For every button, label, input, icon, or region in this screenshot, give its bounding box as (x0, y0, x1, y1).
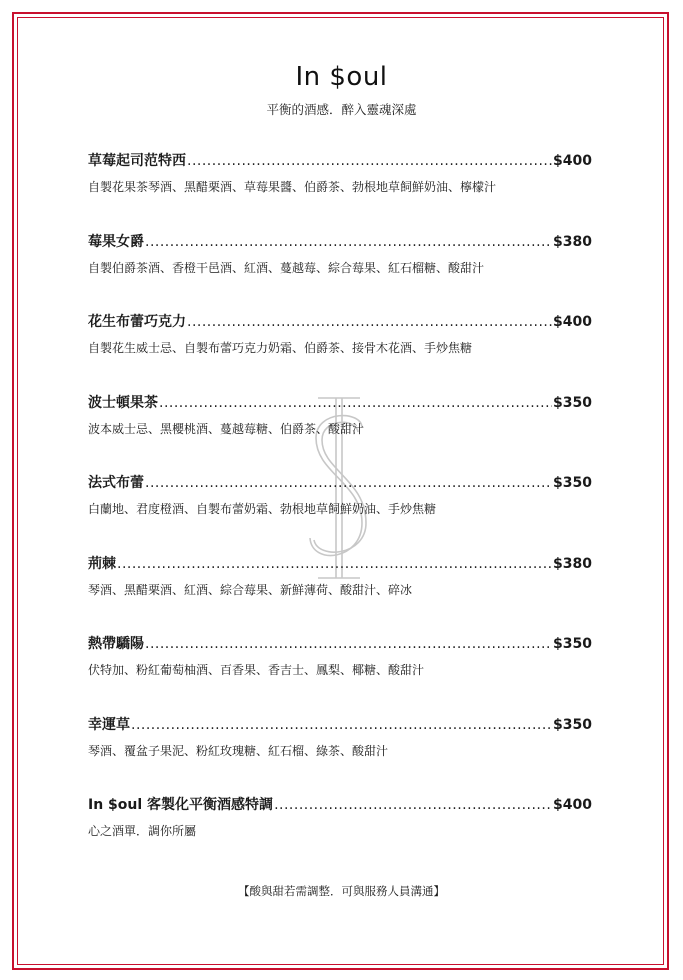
menu-item-name: 幸運草 (88, 716, 130, 733)
footer-note: 【酸與甜若需調整．可與服務人員溝通】 (238, 884, 445, 898)
leader-dots (131, 717, 552, 733)
menu-item (88, 794, 592, 875)
menu-item-name: 熱帶驕陽 (88, 636, 144, 652)
menu-item-name: In $oul 客製化平衡酒感特調 (88, 797, 274, 813)
menu-item-description: 自製花生威士忌、自製布蕾巧克力奶霜、伯爵茶、接骨木花酒、手炒焦糖 (88, 341, 473, 355)
menu-item (88, 392, 592, 473)
menu-item-price: $350 (553, 716, 592, 733)
menu-item (88, 714, 592, 795)
menu-item-name: 法式布蕾 (88, 475, 144, 491)
menu-item-description: 琴酒、覆盆子果泥、粉紅玫瑰糖、紅石榴、綠茶、酸甜汁 (88, 743, 389, 758)
leader-dots (187, 314, 552, 330)
menu-item-price: $400 (553, 153, 592, 169)
leader-dots (145, 475, 552, 491)
leader-dots (145, 636, 552, 652)
leader-dots (117, 556, 552, 572)
menu-item-name: 荊棘 (88, 555, 116, 572)
menu-item-description: 心之酒單．調你所屬 (88, 824, 197, 838)
menu-item-description: 伏特加、粉紅葡萄柚酒、百香果、香吉士、鳳梨、椰糖、酸甜汁 (88, 663, 425, 677)
leader-dots (159, 395, 552, 411)
menu-item-price: $380 (553, 233, 592, 250)
menu-item-price: $380 (553, 555, 592, 572)
menu-item (88, 472, 592, 553)
menu-item-description: 琴酒、黑醋栗酒、紅酒、綜合莓果、新鮮薄荷、酸甜汁、碎冰 (88, 582, 413, 597)
leader-dots (145, 234, 552, 250)
menu-item-description: 自製伯爵茶酒、香橙干邑酒、紅酒、蔓越莓、綜合莓果、紅石榴糖、酸甜汁 (88, 260, 485, 275)
menu-item (88, 231, 592, 312)
menu-item-description: 白蘭地、君度橙酒、自製布蕾奶霜、勃根地草飼鮮奶油、手炒焦糖 (88, 502, 437, 516)
leader-dots (274, 797, 552, 813)
menu-item-name: 莓果女爵 (88, 233, 144, 250)
page-title: In $oul (295, 62, 388, 92)
menu-item (88, 633, 592, 714)
menu-item-price: $350 (553, 394, 592, 411)
menu-item-description: 自製花果茶琴酒、黑醋栗酒、草莓果醬、伯爵茶、勃根地草飼鮮奶油、檸檬汁 (88, 180, 497, 194)
menu-item-price: $350 (553, 636, 592, 652)
menu-item-description: 波本威士忌、黑櫻桃酒、蔓越莓糖、伯爵茶、酸甜汁 (88, 421, 365, 436)
menu-item-name: 波士頓果茶 (88, 394, 158, 411)
menu-item-price: $400 (553, 797, 592, 813)
menu-item (88, 311, 592, 392)
menu-item (88, 150, 592, 231)
menu-item-price: $350 (553, 475, 592, 491)
leader-dots (187, 153, 552, 169)
menu-item-name: 草莓起司范特西 (88, 153, 186, 169)
page-subtitle: 平衡的酒感．醉入靈魂深處 (266, 102, 417, 117)
menu-list (88, 150, 592, 875)
menu-item (88, 553, 592, 634)
menu-item-price: $400 (553, 314, 592, 330)
menu-item-name: 花生布蕾巧克力 (88, 314, 186, 330)
